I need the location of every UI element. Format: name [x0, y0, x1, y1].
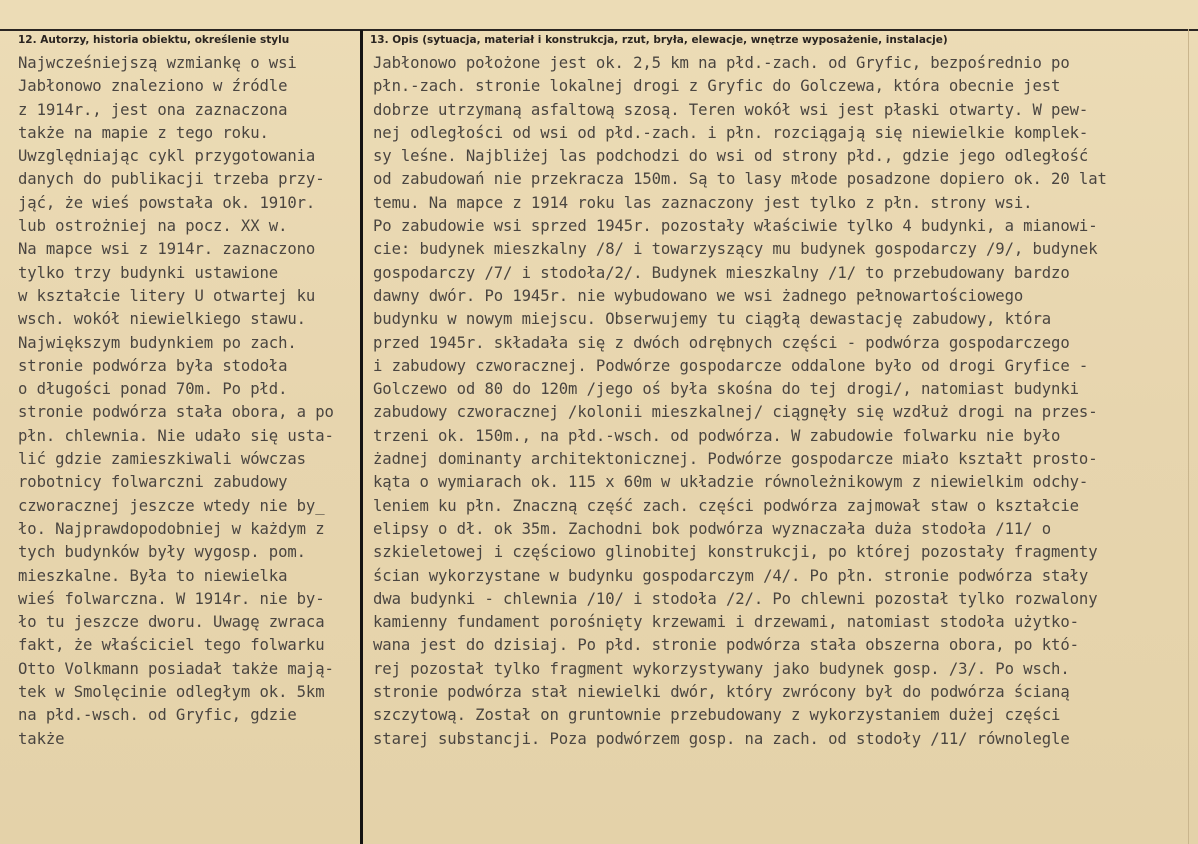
- history-text-line: w kształcie litery U otwartej ku: [18, 286, 316, 305]
- top-rule: [0, 29, 1198, 31]
- description-text-line: płn.-zach. stronie lokalnej drogi z Gryfic do Golczewa, która obecnie jest: [373, 77, 1061, 96]
- history-text-line: Jabłonowo znaleziono w źródle: [18, 77, 288, 96]
- description-text-line: przed 1945r. składała się z dwóch odrębnych części - podwórza gospodarczego: [373, 333, 1070, 352]
- description-text-line: cie: budynek mieszkalny /8/ i towarzyszący mu budynek gospodarczy /9/, budynek: [373, 240, 1098, 259]
- description-text-line: Po zabudowie wsi sprzed 1945r. pozostały właściwie tylko 4 budynki, a mianowi-: [373, 217, 1098, 236]
- history-text-line: czworacznej jeszcze wtedy nie by_: [18, 496, 325, 515]
- description-text-line: żadnej dominanty architektonicznej. Podwórze gospodarcze miało kształt prosto-: [373, 450, 1098, 469]
- history-text-line: Uwzględniając cykl przygotowania: [18, 147, 316, 166]
- history-text-line: Na mapce wsi z 1914r. zaznaczono: [18, 240, 316, 259]
- description-text-line: i zabudowy czworacznej. Podwórze gospodarcze oddalone było od drogi Gryfice -: [373, 356, 1089, 375]
- history-text-line: tylko trzy budynki ustawione: [18, 263, 279, 282]
- page-edge: [1188, 29, 1198, 844]
- history-text-line: płn. chlewnia. Nie udało się usta-: [18, 426, 334, 445]
- history-text-line: z 1914r., jest ona zaznaczona: [18, 100, 288, 119]
- history-text-line: tych budynków były wygosp. pom.: [18, 543, 306, 562]
- description-text-line: kamienny fundament porośnięty krzewami i drzewami, natomiast stodoła użytko-: [373, 613, 1079, 632]
- description-text-line: zabudowy czworacznej /kolonii mieszkalnej/ ciągnęły się wzdłuż drogi na przes-: [373, 403, 1098, 422]
- description-text-line: Jabłonowo położone jest ok. 2,5 km na płd.-zach. od Gryfic, bezpośrednio po: [373, 54, 1070, 72]
- section-12-header: 12. Autorzy, historia obiektu, określenie stylu: [18, 34, 290, 46]
- history-text-line: także na mapie z tego roku.: [18, 123, 269, 142]
- description-text-line: ścian wykorzystane w budynku gospodarczym /4/. Po płn. stronie podwórza stały: [373, 566, 1089, 585]
- history-text-line: na płd.-wsch. od Gryfic, gdzie: [18, 706, 297, 725]
- description-text-line: sy leśne. Najbliżej las podchodzi do wsi od strony płd., gdzie jego odległość: [373, 147, 1089, 166]
- history-text-line: o długości ponad 70m. Po płd.: [18, 380, 288, 399]
- history-text-line: Największym budynkiem po zach.: [18, 333, 297, 352]
- description-text-line: starej substancji. Poza podwórzem gosp. na zach. od stodoły /11/ równolegle: [373, 729, 1070, 748]
- history-text-line: wsch. wokół niewielkiego stawu.: [18, 310, 306, 329]
- column-divider: [360, 30, 363, 844]
- description-text-line: rej pozostał tylko fragment wykorzystywany jako budynek gosp. /3/. Po wsch.: [373, 659, 1070, 678]
- description-text-line: wana jest do dzisiaj. Po płd. stronie podwórza stała obszerna obora, po któ-: [373, 636, 1079, 655]
- history-text-line: ło. Najprawdopodobniej w każdym z: [18, 519, 325, 538]
- history-text-line: danych do publikacji trzeba przy-: [18, 170, 325, 189]
- history-text-line: jąć, że wieś powstała ok. 1910r.: [18, 193, 316, 212]
- description-text-line: dobrze utrzymaną asfaltową szosą. Teren wokół wsi jest płaski otwarty. W pew-: [373, 100, 1089, 119]
- description-text-line: trzeni ok. 150m., na płd.-wsch. od podwórza. W zabudowie folwarku nie było: [373, 426, 1061, 445]
- history-text-line: mieszkalne. Była to niewielka: [18, 566, 288, 585]
- history-text-line: wieś folwarczna. W 1914r. nie by-: [18, 589, 325, 608]
- history-text-line: lić gdzie zamieszkiwali wówczas: [18, 450, 306, 469]
- description-text-line: gospodarczy /7/ i stodoła/2/. Budynek mieszkalny /1/ to przebudowany bardzo: [373, 263, 1070, 282]
- history-text-line: stronie podwórza była stodoła: [18, 356, 288, 375]
- description-text-line: dwa budynki - chlewnia /10/ i stodoła /2/. Po chlewni pozostał tylko rozwalony: [373, 589, 1098, 608]
- description-text: [373, 52, 1185, 751]
- description-text-line: temu. Na mapce z 1914 roku las zaznaczony jest tylko z płn. strony wsi.: [373, 193, 1033, 212]
- description-text-line: stronie podwórza stał niewielki dwór, który zwrócony był do podwórza ścianą: [373, 683, 1070, 702]
- history-text: [18, 52, 360, 751]
- history-text-line: lub ostrożniej na pocz. XX w.: [18, 217, 288, 236]
- description-text-line: Golczewo od 80 do 120m /jego oś była skośna do tej drogi/, natomiast budynki: [373, 380, 1079, 399]
- description-text-line: nej odległości od wsi od płd.-zach. i płn. rozciągają się niewielkie komplek-: [373, 123, 1089, 142]
- description-text-line: szkieletowej i częściowo glinobitej konstrukcji, po której pozostały fragmenty: [373, 543, 1098, 562]
- description-text-line: dawny dwór. Po 1945r. nie wybudowano we wsi żadnego pełnowartościowego: [373, 286, 1024, 305]
- description-text-line: od zabudowań nie przekracza 150m. Są to lasy młode posadzone dopiero ok. 20 lat: [373, 170, 1107, 189]
- history-text-line: Otto Volkmann posiadał także mają-: [18, 659, 334, 678]
- history-text-line: stronie podwórza stała obora, a po: [18, 403, 334, 422]
- history-text-line: ło tu jeszcze dworu. Uwagę zwraca: [18, 613, 325, 632]
- section-13-header: 13. Opis (sytuacja, materiał i konstrukcja, rzut, bryła, elewacje, wnętrze wyposażenie, instalacje): [370, 34, 948, 46]
- history-text-line: także: [18, 729, 65, 748]
- history-text-line: fakt, że właściciel tego folwarku: [18, 636, 325, 655]
- history-text-line: Najwcześniejszą wzmiankę o wsi: [18, 54, 297, 72]
- description-text-line: kąta o wymiarach ok. 115 x 60m w układzie równoleżnikowym z niewielkim odchy-: [373, 473, 1089, 492]
- description-text-line: szczytową. Został on gruntownie przebudowany z wykorzystaniem dużej części: [373, 706, 1061, 725]
- history-text-line: tek w Smolęcinie odległym ok. 5km: [18, 683, 325, 702]
- history-text-line: robotnicy folwarczni zabudowy: [18, 473, 288, 492]
- description-text-line: budynku w nowym miejscu. Obserwujemy tu ciągłą dewastację zabudowy, która: [373, 310, 1052, 329]
- description-text-line: elipsy o dł. ok 35m. Zachodni bok podwórza wyznaczała duża stodoła /11/ o: [373, 519, 1052, 538]
- description-text-line: leniem ku płn. Znaczną część zach. części podwórza zajmował staw o kształcie: [373, 496, 1079, 515]
